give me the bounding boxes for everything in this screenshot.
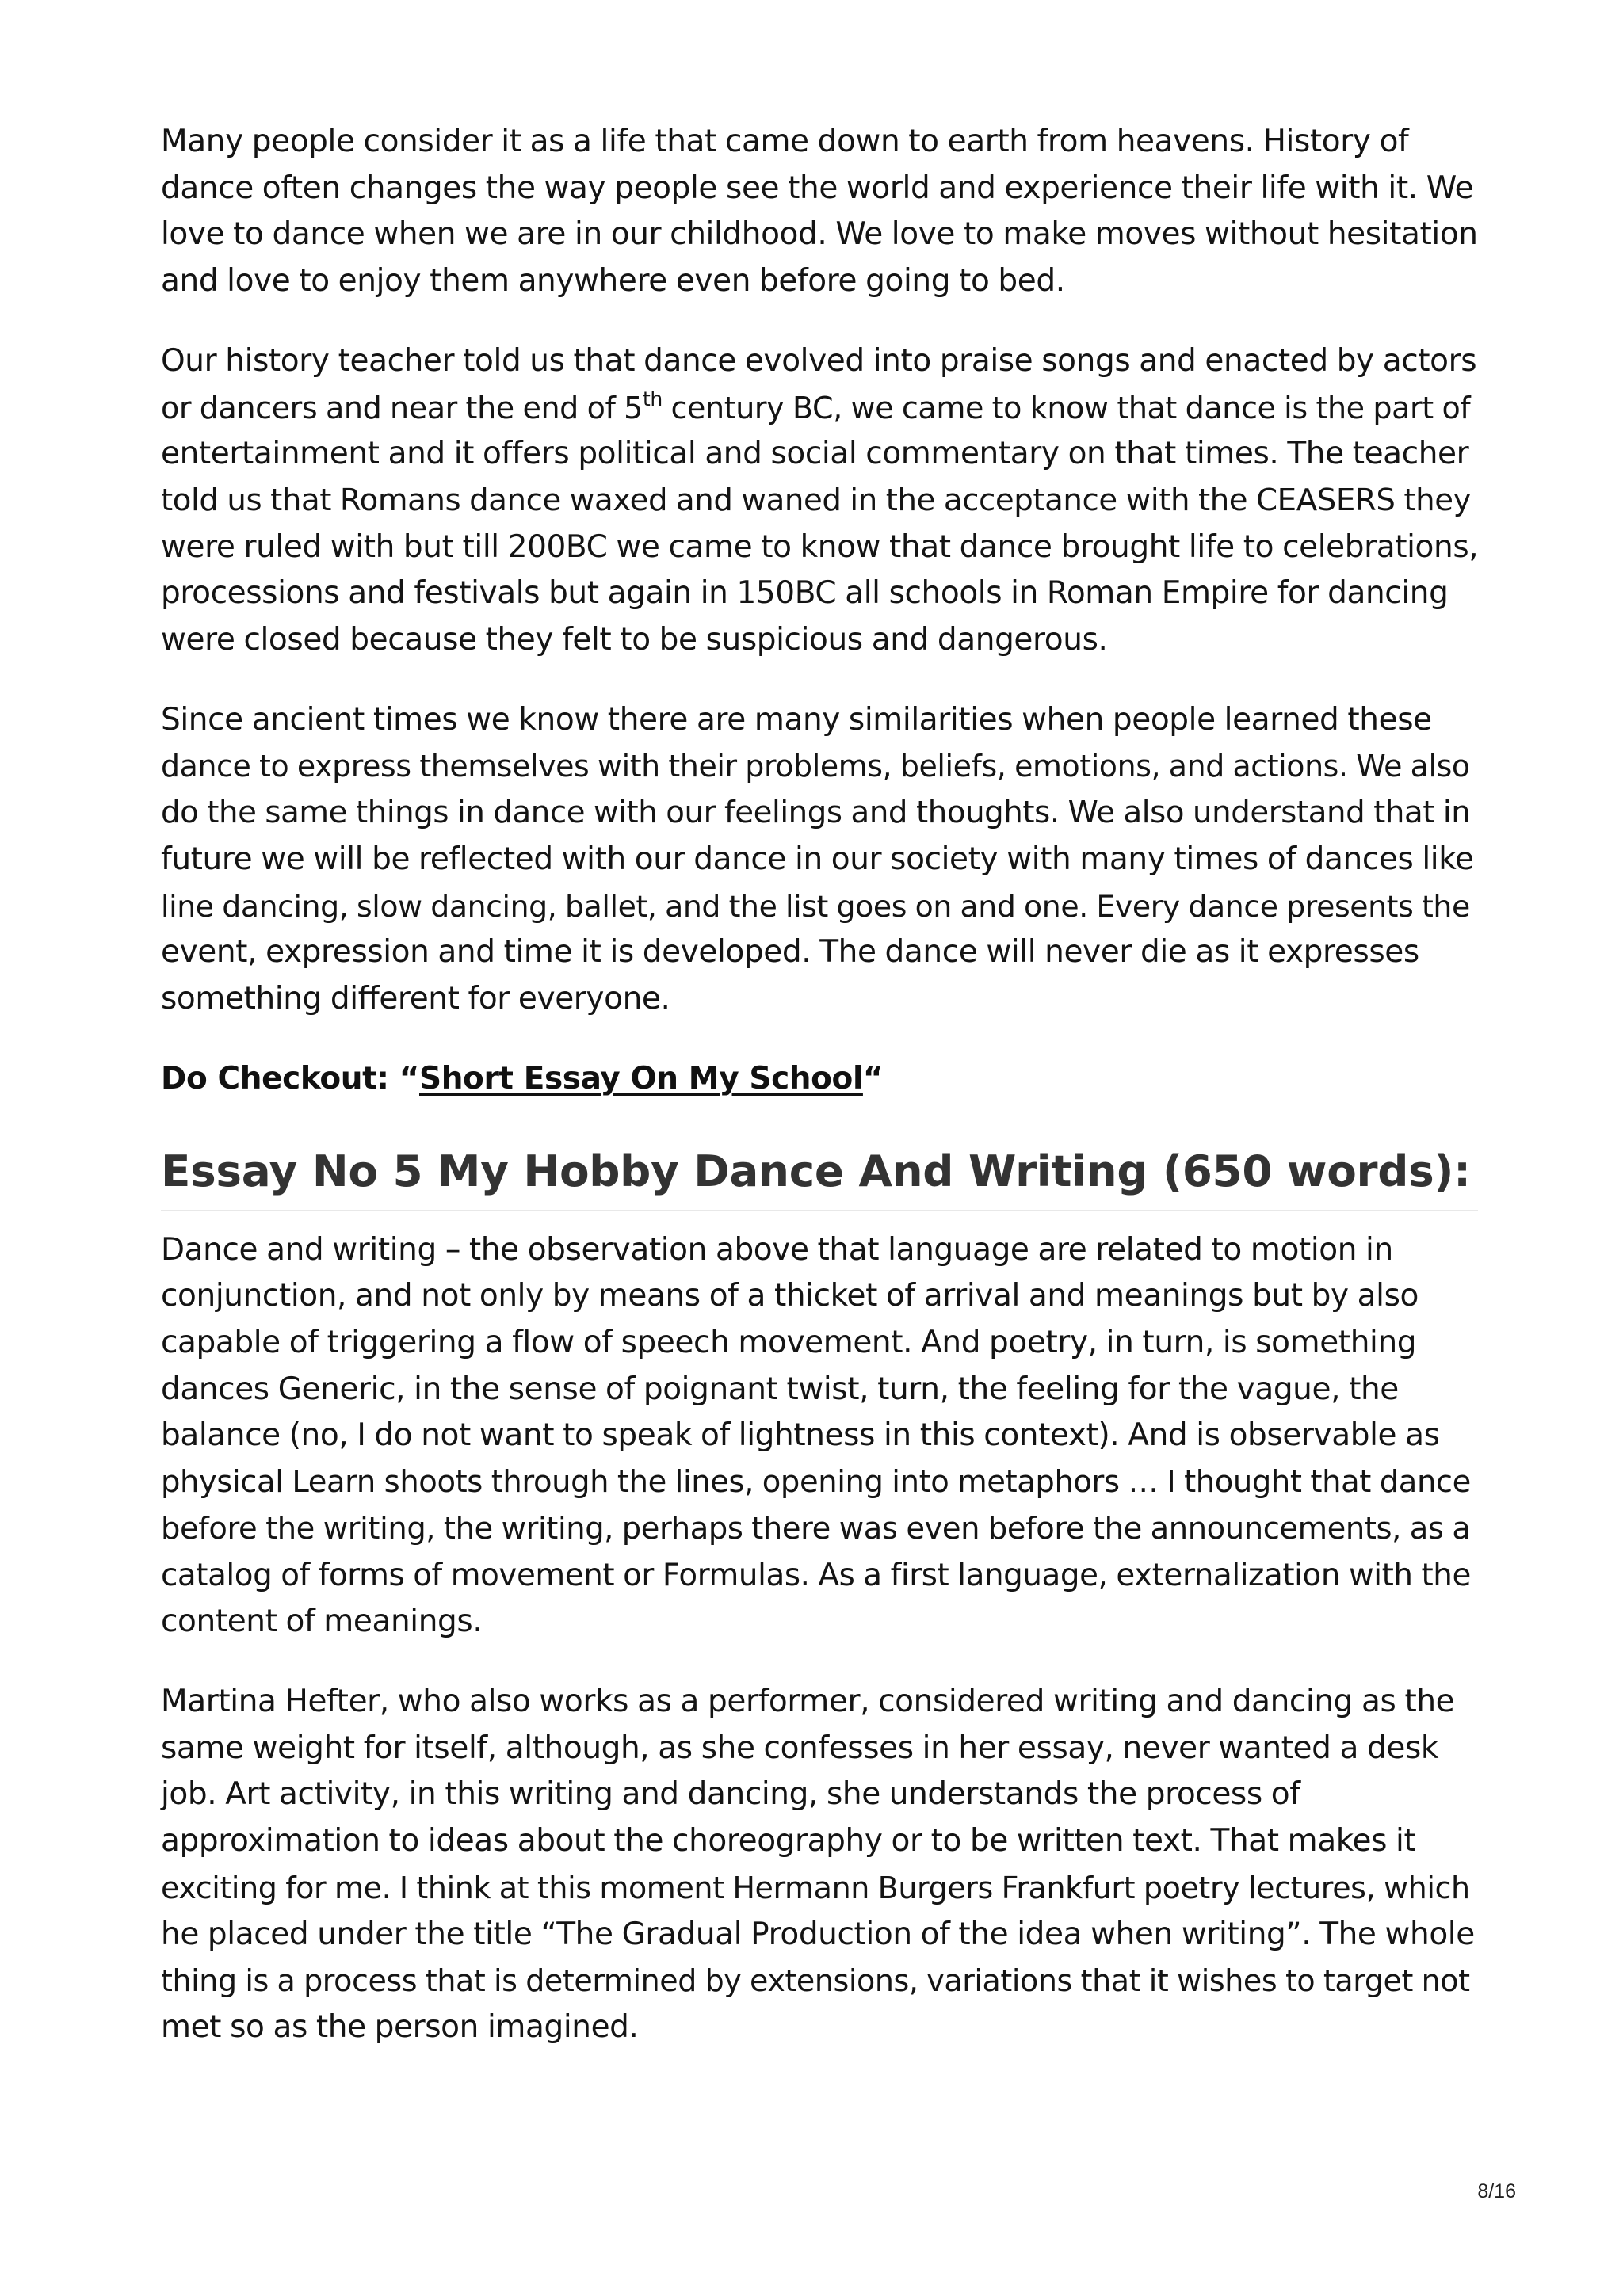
text-line: Many people consider it as a life that came down to earth from heavens. History of bbox=[161, 124, 1409, 159]
text-line: capable of triggering a flow of speech movement. And poetry, in turn, is something bbox=[161, 1325, 1417, 1361]
text-line: something different for everyone. bbox=[161, 980, 670, 1016]
text-line: same weight for itself, although, as she confesses in her essay, never wanted a desk bbox=[161, 1730, 1439, 1766]
text-line: physical Learn shoots through the lines, opening into metaphors … I thought that dance bbox=[161, 1464, 1471, 1501]
text-line: told us that Romans dance waxed and waned in the acceptance with the CEASERS they bbox=[161, 482, 1472, 518]
text-line: conjunction, and not only by means of a thicket of arrival and meanings but by also bbox=[161, 1278, 1419, 1314]
text-line: Dance and writing – the observation above that language are related to motion in bbox=[161, 1231, 1393, 1268]
page-number: 8/16 bbox=[1477, 2180, 1516, 2203]
text-line: entertainment and it offers political and social commentary on that times. The teacher bbox=[161, 436, 1469, 472]
text-line: and love to enjoy them anywhere even before going to bed. bbox=[161, 263, 1065, 299]
text-line: dance often changes the way people see the world and experience their life with it. We bbox=[161, 170, 1474, 206]
text-line: catalog of forms of movement or Formulas. As a first language, externalization with the bbox=[161, 1557, 1471, 1593]
text-line: dances Generic, in the sense of poignant twist, turn, the feeling for the vague, the bbox=[161, 1371, 1399, 1407]
paragraph-history-teacher bbox=[161, 338, 1478, 664]
text-line: were ruled with but till 200BC we came to know that dance brought life to celebrations, bbox=[161, 528, 1479, 565]
short-essay-on-my-school-link[interactable]: Short Essay On My School bbox=[419, 1060, 863, 1097]
do-checkout-callout bbox=[161, 1056, 1478, 1102]
ordinal-superscript: th bbox=[642, 387, 663, 410]
text-line: he placed under the title “The Gradual Production of the idea when writing”. The whole bbox=[161, 1916, 1475, 1952]
text-line: were closed because they felt to be suspicious and dangerous. bbox=[161, 622, 1108, 658]
text-line: met so as the person imagined. bbox=[161, 2008, 639, 2045]
checkout-prefix: Do Checkout: “ bbox=[161, 1060, 419, 1097]
text-line: Since ancient times we know there are many similarities when people learned these bbox=[161, 701, 1432, 738]
document-body bbox=[161, 119, 1478, 2084]
text-fragment: or dancers and near the end of 5 bbox=[161, 390, 643, 425]
paragraph-dance-heavens bbox=[161, 119, 1478, 305]
text-fragment: century BC, we came to know that dance is the part of bbox=[662, 390, 1471, 425]
essay-heading: Essay No 5 My Hobby Dance And Writing (650 words): bbox=[161, 1143, 1478, 1211]
text-line: processions and festivals but again in 150BC all schools in Roman Empire for dancing bbox=[161, 575, 1449, 612]
text-line: event, expression and time it is developed. The dance will never die as it expresses bbox=[161, 934, 1419, 971]
text-line: line dancing, slow dancing, ballet, and the list goes on and one. Every dance presents the bbox=[161, 888, 1470, 924]
text-line: before the writing, the writing, perhaps there was even before the announcements, as a bbox=[161, 1510, 1471, 1547]
paragraph-ancient-times bbox=[161, 697, 1478, 1023]
text-line: thing is a process that is determined by extensions, variations that it wishes to target not bbox=[161, 1963, 1470, 1999]
paragraph-dance-and-writing bbox=[161, 1227, 1478, 1646]
text-line bbox=[161, 385, 1478, 432]
text-line: content of meanings. bbox=[161, 1604, 483, 1640]
text-line: approximation to ideas about the choreography or to be written text. That makes it bbox=[161, 1823, 1416, 1859]
text-line: dance to express themselves with their problems, beliefs, emotions, and actions. We also bbox=[161, 749, 1470, 784]
text-line: future we will be reflected with our dance in our society with many times of dances like bbox=[161, 841, 1474, 877]
text-line: Martina Hefter, who also works as a performer, considered writing and dancing as the bbox=[161, 1683, 1455, 1719]
paragraph-martina-hefter bbox=[161, 1679, 1478, 2051]
text-line: Our history teacher told us that dance evolved into praise songs and enacted by actors bbox=[161, 342, 1477, 379]
text-line: love to dance when we are in our childhood. We love to make moves without hesitation bbox=[161, 216, 1478, 253]
text-line: do the same things in dance with our feelings and thoughts. We also understand that in bbox=[161, 795, 1471, 831]
checkout-suffix: “ bbox=[862, 1060, 884, 1097]
text-line: job. Art activity, in this writing and dancing, she understands the process of bbox=[161, 1776, 1300, 1813]
text-line: exciting for me. I think at this moment Hermann Burgers Frankfurt poetry lectures, which bbox=[161, 1870, 1470, 1905]
text-line: balance (no, I do not want to speak of lightness in this context). And is observable as bbox=[161, 1417, 1440, 1454]
